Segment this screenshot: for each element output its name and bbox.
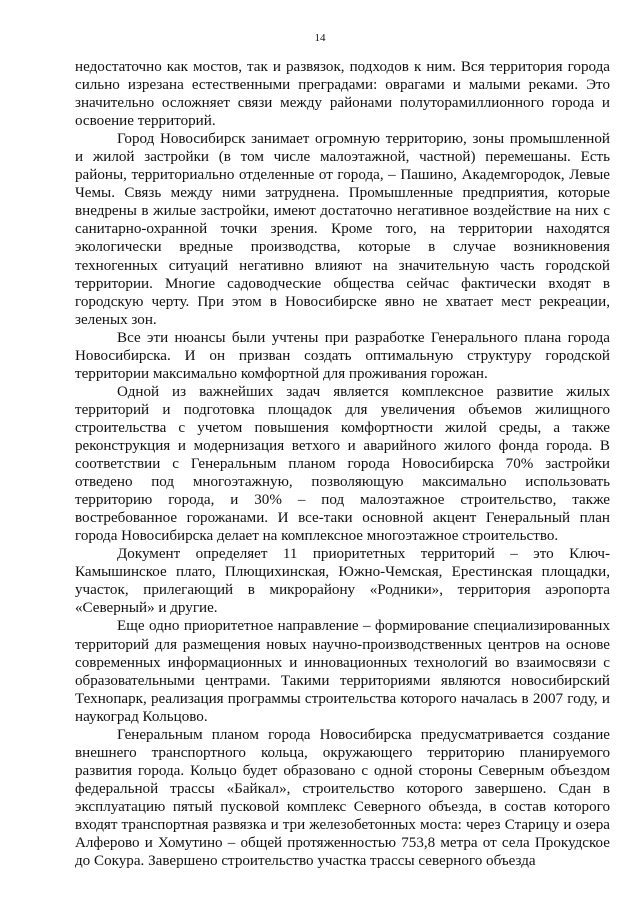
paragraph: Одной из важнейших задач является комплексное развитие жилых территорий и подготовка площадок для увеличения объемов жилищного строительства с учетом повышения комфортности жилой среды, а также реконструкция и модернизация ветхого и аварийного жилого фонда города. В соответствии с Генеральным планом города Новосибирска 70% застройки отведено под многоэтажную, позволяющую максимально использовать территорию города, и 30% – под малоэтажное строительство, также востребованное горожанами. И все-таки основной акцент Генеральный план города Новосибирска делает на комплексное многоэтажное строительство. <box>75 383 610 545</box>
paragraph: Еще одно приоритетное направление – формирование специализированных территорий для размещения новых научно-производственных центров на основе современных информационных и инновационных технологий во взаимосвязи с образовательными центрами. Такими территориями являются новосибирский Технопарк, реализация программы строительства которого началась в 2007 году, и наукоград Кольцово. <box>75 618 610 725</box>
paragraph: Все эти нюансы были учтены при разработке Генерального плана города Новосибирска. И он призван создать оптимальную структуру городской территории максимально комфортной для проживания горожан. <box>75 329 610 382</box>
paragraph: Генеральным планом города Новосибирска предусматривается создание внешнего транспортного кольца, окружающего территорию планируемого развития города. Кольцо будет образовано с одной стороны Северным объездом федеральной трассы «Байкал», строительство которого завершено. Сдан в эксплуатацию пятый пусковой комплекс Северного объезда, в состав которого входят транспортная развязка и три железобетонных моста: через Старицу и озера Алферово и Хомутино – общей протяженностью 753,8 метра от села Прокудское до Сокура. Завершено строительство участка трассы северного объезда <box>75 726 610 870</box>
paragraph: Документ определяет 11 приоритетных территорий – это Ключ-Камышинское плато, Плющихинская, Южно-Чемская, Ерестинская площадки, участок, прилегающий в микрорайону «Родники», территория аэропорта «Северный» и другие. <box>75 546 610 617</box>
document-body <box>75 58 610 870</box>
paragraph: Город Новосибирск занимает огромную территорию, зоны промышленной и жилой застройки (в том числе малоэтажной, частной) перемешаны. Есть районы, территориально отделенные от города, – Пашино, Академгородок, Левые Чемы. Связь между ними затруднена. Промышленные предприятия, которые внедрены в жилые застройки, имеют достаточно негативное воздействие на них с санитарно-охранной точки зрения. Кроме того, на территории находятся экологически вредные производства, которые в случае возникновения техногенных ситуаций негативно влияют на значительную часть городской территории. Многие садоводческие общества сейчас фактически входят в городскую черту. При этом в Новосибирске явно не хватает мест рекреации, зеленых зон. <box>75 131 610 328</box>
page-number: 14 <box>314 32 326 44</box>
paragraph-continuation: недостаточно как мостов, так и развязок, подходов к ним. Вся территория города сильно изрезана естественными преградами: оврагами и малыми реками. Это значительно осложняет связи между районами полуторамиллионного города и освоение территорий. <box>75 59 610 130</box>
